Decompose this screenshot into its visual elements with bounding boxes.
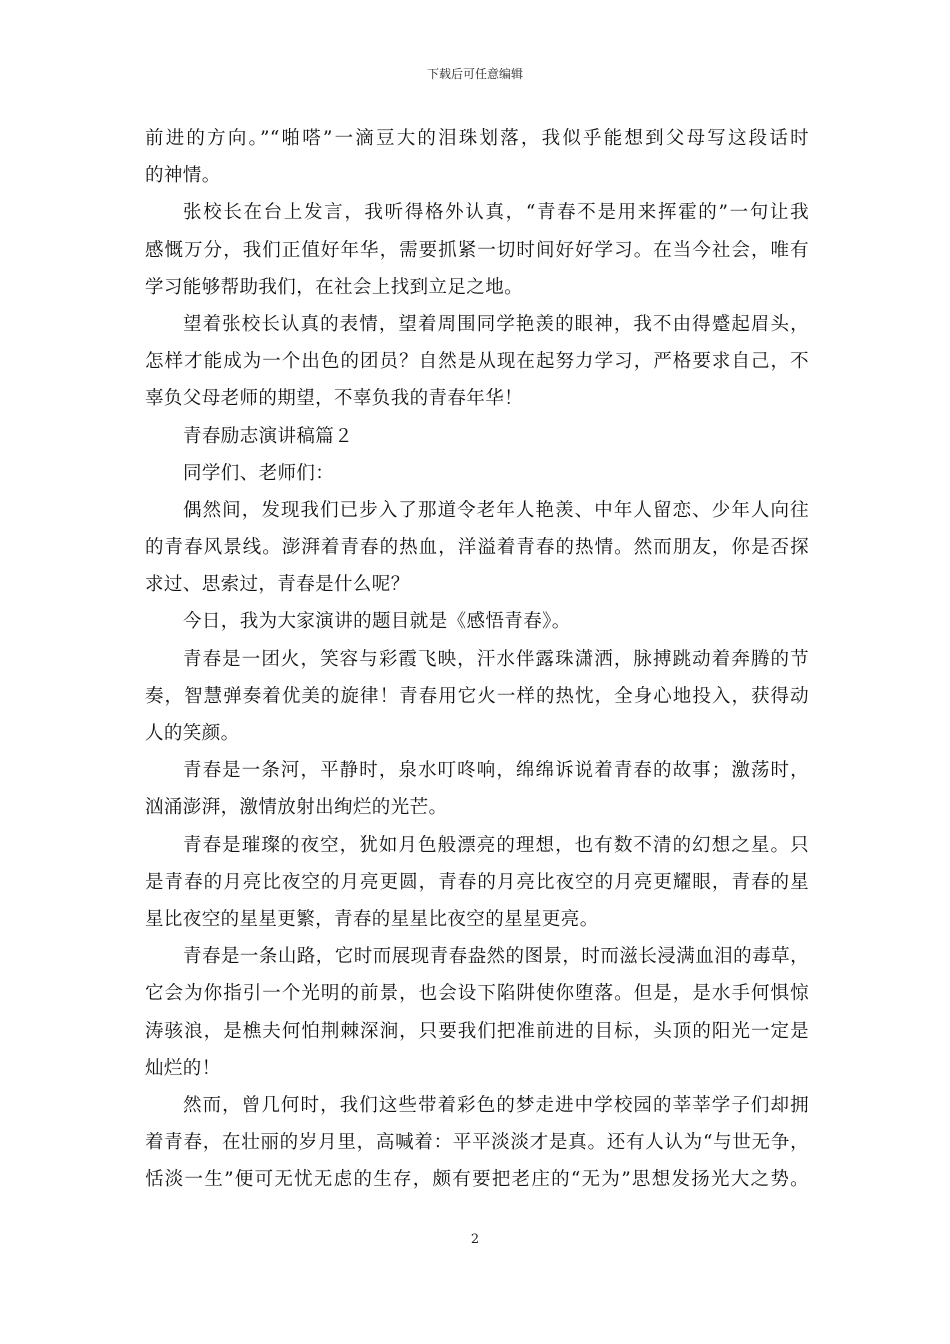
paragraph	[145, 938, 809, 1087]
page-number: 2	[470, 1232, 480, 1247]
text-line: 同学们、老师们：	[183, 462, 335, 484]
text-line: 青春是一条河，平静时，泉水叮咚响，绵绵诉说着青春的故事；激荡时，	[183, 760, 809, 782]
text-line: 青春是璀璨的夜空，犹如月色般漂亮的理想，也有数不清的幻想之星。只	[183, 834, 809, 856]
text-line: 星比夜空的星星更繁，青春的星星比夜空的星星更亮。	[145, 908, 599, 930]
text-line: 然而，曾几何时，我们这些带着彩色的梦走进中学校园的莘莘学子们却拥	[183, 1094, 809, 1116]
paragraph	[145, 1087, 809, 1199]
text-line: 的青春风景线。澎湃着青春的热血，洋溢着青春的热情。然而朋友，你是否探	[145, 537, 809, 559]
paragraph	[145, 120, 809, 194]
document-body	[145, 120, 809, 1198]
text-line: 辜负父母老师的期望，不辜负我的青春年华！	[145, 388, 524, 410]
section-title	[145, 418, 809, 455]
text-line: 今日，我为大家演讲的题目就是《感悟青春》。	[183, 611, 571, 633]
paragraph	[145, 194, 809, 306]
page-header-note: 下载后可任意编辑	[426, 67, 523, 81]
text-line: 学习能够帮助我们，在社会上找到立足之地。	[145, 276, 524, 298]
text-line: 它会为你指引一个光明的前景，也会设下陷阱使你堕落。但是，是水手何惧惊	[145, 983, 809, 1005]
salutation	[145, 455, 809, 492]
text-line: 恬淡一生”便可无忧无虑的生存，颇有要把老庄的“无为”思想发扬光大之势。	[145, 1169, 809, 1191]
text-line: 望着张校长认真的表情，望着周围同学艳羡的眼神，我不由得蹙起眉头，	[183, 313, 809, 335]
text-line: 灿烂的！	[145, 1057, 221, 1079]
paragraph	[145, 641, 809, 753]
text-line: 奏，智慧弹奏着优美的旋律！青春用它火一样的热忱，全身心地投入，获得动	[145, 685, 809, 707]
text-line: 青春是一条山路，它时而展现青春盎然的图景，时而滋长浸满血泪的毒草，	[183, 946, 809, 968]
text-line: 偶然间，发现我们已步入了那道令老年人艳羡、中年人留恋、少年人向往	[183, 499, 809, 521]
paragraph	[145, 306, 809, 418]
text-line: 前进的方向。”“啪嗒”一滴豆大的泪珠划落，我似乎能想到父母写这段话时	[145, 128, 809, 149]
paragraph	[145, 492, 809, 604]
text-line: 汹涌澎湃，激情放射出绚烂的光芒。	[145, 797, 448, 819]
text-line: 着青春，在壮丽的岁月里，高喊着：平平淡淡才是真。还有人认为“与世无争，	[145, 1132, 809, 1154]
text-line: 张校长在台上发言，我听得格外认真，“青春不是用来挥霍的”一句让我	[183, 202, 809, 224]
text-line: 青春是一团火，笑容与彩霞飞映，汗水伴露珠潇洒，脉搏跳动着奔腾的节	[183, 648, 809, 670]
text-line: 是青春的月亮比夜空的月亮更圆，青春的月亮比夜空的月亮更耀眼，青春的星	[145, 871, 809, 893]
paragraph	[145, 827, 809, 939]
text-line: 求过、思索过，青春是什么呢？	[145, 574, 410, 596]
text-line: 怎样才能成为一个出色的团员？自然是从现在起努力学习，严格要求自己，不	[145, 351, 809, 373]
text-line: 涛骇浪，是樵夫何怕荆棘深涧，只要我们把准前进的目标，头顶的阳光一定是	[145, 1020, 809, 1042]
text-line: 青春励志演讲稿篇２	[183, 425, 354, 447]
text-line: 感慨万分，我们正值好年华，需要抓紧一切时间好好学习。在当今社会，唯有	[145, 239, 809, 261]
paragraph	[145, 752, 809, 826]
paragraph	[145, 603, 809, 640]
text-line: 的神情。	[145, 165, 221, 187]
text-line: 人的笑颜。	[145, 723, 240, 744]
